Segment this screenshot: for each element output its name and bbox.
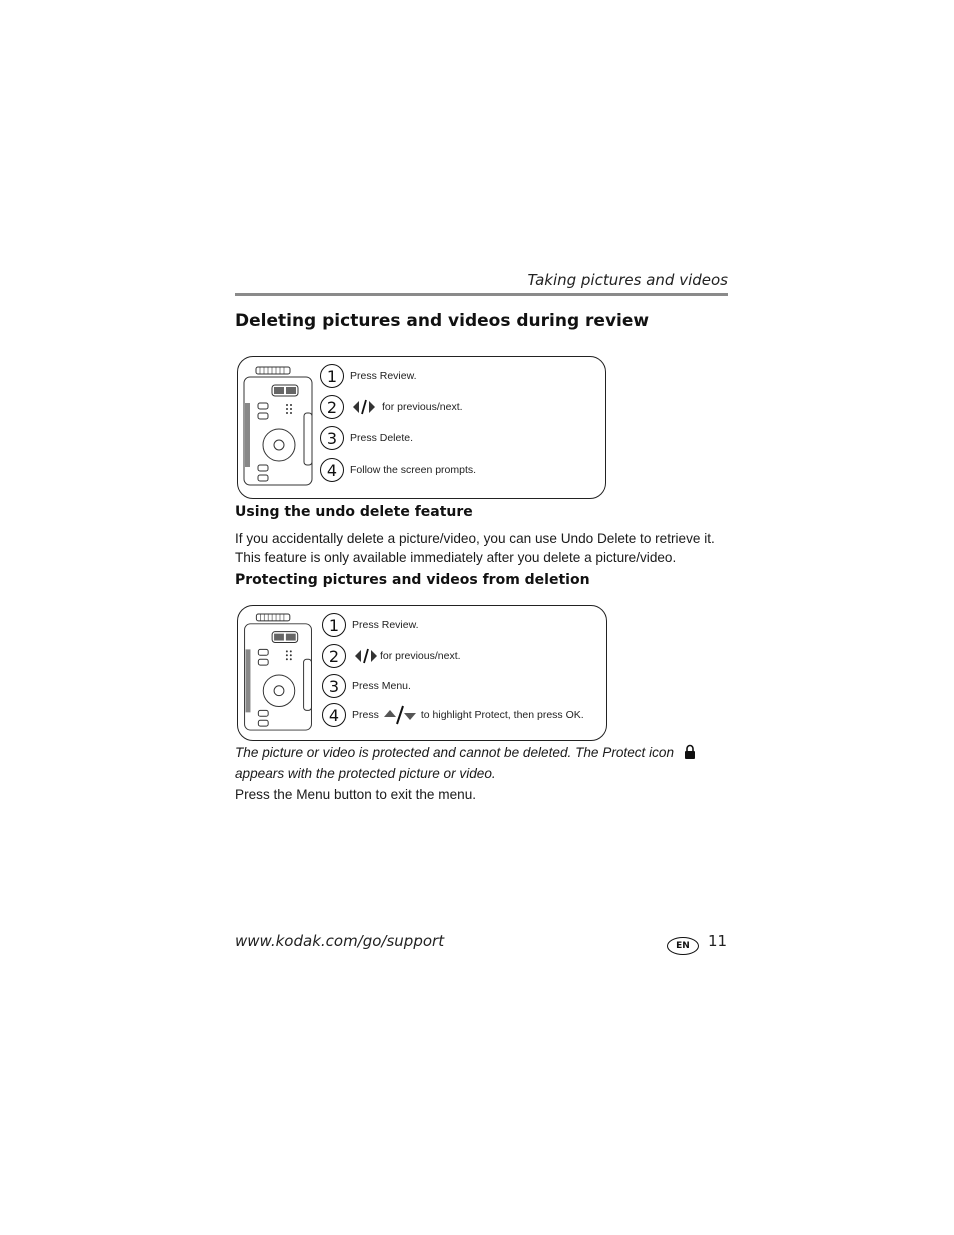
- camera-back-illustration: [242, 365, 316, 493]
- delete-step-2: [320, 394, 463, 420]
- chapter-title: Taking pictures and videos: [527, 271, 728, 289]
- section-title: Deleting pictures and videos during review: [235, 311, 650, 331]
- left-right-arrows-icon: [354, 648, 378, 664]
- protect-step-2: [322, 643, 461, 669]
- step-text: Follow the screen prompts.: [350, 464, 477, 476]
- protect-steps-panel: [237, 605, 607, 741]
- step-text: Press Delete.: [350, 432, 414, 444]
- note-text-part1: The picture or video is protected and cannot be deleted. The Protect icon: [235, 745, 675, 760]
- note-text-part2: appears with the protected picture or video.: [235, 766, 496, 781]
- support-url[interactable]: www.kodak.com/go/support: [235, 932, 445, 950]
- step-number: 3: [322, 674, 346, 698]
- undo-body: If you accidentally delete a picture/video, you can use Undo Delete to retrieve it. This feature is only available immediately after you delete a picture/video.: [235, 531, 715, 565]
- step-text: for previous/next.: [380, 650, 461, 662]
- delete-steps-panel: [237, 356, 606, 499]
- step-text: Press Review.: [350, 370, 417, 382]
- header-rule: [235, 293, 728, 296]
- page-number: 11: [708, 932, 728, 950]
- step-prefix: Press: [352, 709, 379, 721]
- camera-back-illustration: [242, 612, 316, 738]
- undo-heading: Using the undo delete feature: [235, 504, 473, 520]
- delete-step-1: [320, 363, 417, 389]
- step-number: 2: [322, 644, 346, 668]
- step-text: to highlight Protect, then press OK.: [420, 709, 584, 721]
- step-text: for previous/next.: [382, 401, 463, 413]
- exit-instruction: Press the Menu button to exit the menu.: [235, 787, 477, 802]
- delete-step-3: [320, 425, 413, 451]
- language-badge: EN: [667, 937, 699, 955]
- protect-step-4: [322, 702, 584, 728]
- step-number: 3: [320, 426, 344, 450]
- step-number: 2: [320, 395, 344, 419]
- lock-icon: [684, 744, 696, 765]
- left-right-arrows-icon: [352, 399, 376, 415]
- protect-step-1: [322, 612, 419, 638]
- protect-heading: Protecting pictures and videos from deletion: [235, 572, 590, 588]
- delete-step-4: [320, 457, 476, 483]
- step-text: Press Menu.: [352, 680, 411, 692]
- step-number: 4: [322, 703, 346, 727]
- step-text: Press Review.: [352, 619, 419, 631]
- protect-note: [235, 744, 730, 783]
- protect-step-3: [322, 673, 411, 699]
- step-number: 4: [320, 458, 344, 482]
- up-down-arrows-icon: [383, 705, 417, 725]
- step-number: 1: [322, 613, 346, 637]
- step-number: 1: [320, 364, 344, 388]
